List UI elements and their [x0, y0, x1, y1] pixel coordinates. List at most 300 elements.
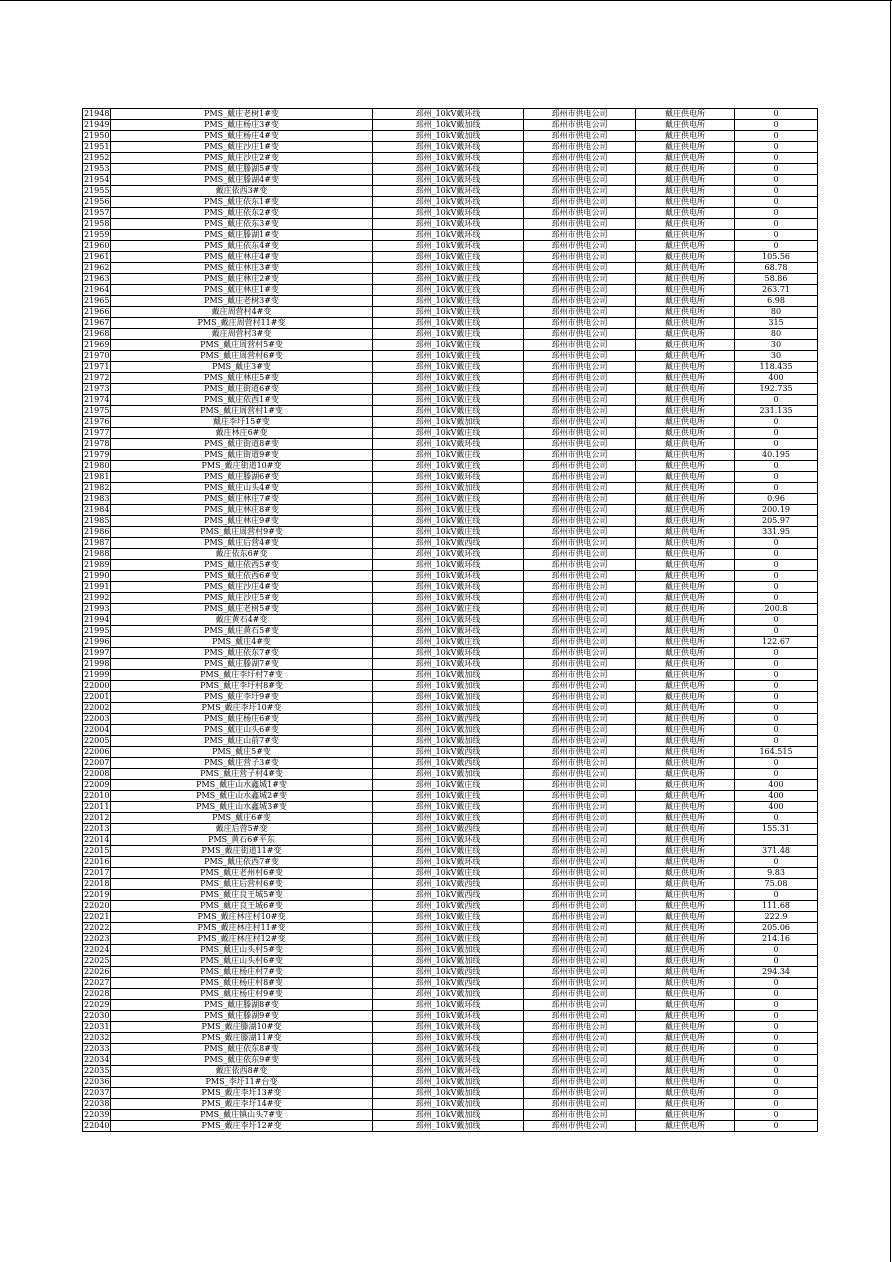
transformer-name-cell: PMS_戴庄李圩14#变 — [111, 1099, 373, 1110]
station-cell: 戴庄供电所 — [636, 692, 735, 703]
station-cell: 戴庄供电所 — [636, 835, 735, 846]
table-row — [83, 967, 818, 978]
load-value-cell: 40.195 — [735, 450, 818, 461]
row-id-cell: 22028 — [84, 989, 110, 998]
company-cell: 邳州市供电公司 — [524, 351, 636, 362]
table-row — [83, 725, 818, 736]
transformer-name-cell: PMS_戴庄林庄村10#变 — [111, 912, 373, 923]
transformer-name-cell: PMS_戴庄杨庄村8#变 — [111, 978, 373, 989]
load-value-cell: 0 — [735, 395, 818, 406]
table-row — [83, 890, 818, 901]
row-id-cell: 22014 — [84, 835, 110, 844]
station-cell: 戴庄供电所 — [636, 252, 735, 263]
row-id-cell: 21973 — [84, 384, 110, 393]
table-row — [83, 1088, 818, 1099]
company-cell: 邳州市供电公司 — [524, 714, 636, 725]
station-cell: 戴庄供电所 — [636, 285, 735, 296]
row-id-cell: 22016 — [84, 857, 110, 866]
load-value-cell: 400 — [735, 373, 818, 384]
row-id-cell: 22025 — [84, 956, 110, 965]
company-cell: 邳州市供电公司 — [524, 252, 636, 263]
load-value-cell: 0 — [735, 1110, 818, 1121]
transformer-name-cell: PMS_戴庄林庄4#变 — [111, 252, 373, 263]
feeder-line-cell: 邳州_10kV戴加线 — [373, 989, 524, 1000]
load-value-cell: 0 — [735, 978, 818, 989]
table-row — [83, 274, 818, 285]
station-cell: 戴庄供电所 — [636, 934, 735, 945]
transformer-name-cell: PMS_戴庄滕湖7#变 — [111, 659, 373, 670]
table-row — [83, 1110, 818, 1121]
load-value-cell: 30 — [735, 351, 818, 362]
table-row — [83, 648, 818, 659]
feeder-line-cell: 邳州_10kV戴庄线 — [373, 263, 524, 274]
table-row — [83, 637, 818, 648]
table-row — [83, 483, 818, 494]
company-cell: 邳州市供电公司 — [524, 1000, 636, 1011]
feeder-line-cell: 邳州_10kV戴环线 — [373, 857, 524, 868]
load-value-cell: 0 — [735, 1077, 818, 1088]
transformer-name-cell: PMS_戴庄依东1#变 — [111, 197, 373, 208]
transformer-name-cell: PMS_戴庄杨庄6#变 — [111, 714, 373, 725]
row-id-cell: 22005 — [84, 736, 110, 745]
feeder-line-cell: 邳州_10kV戴庄线 — [373, 329, 524, 340]
transformer-name-cell: PMS_戴庄李圩12#变 — [111, 1121, 373, 1132]
table-row — [83, 318, 818, 329]
load-value-cell: 30 — [735, 340, 818, 351]
company-cell: 邳州市供电公司 — [524, 439, 636, 450]
station-cell: 戴庄供电所 — [636, 109, 735, 120]
company-cell: 邳州市供电公司 — [524, 109, 636, 120]
table-row — [83, 230, 818, 241]
row-id-cell: 21948 — [84, 109, 110, 118]
feeder-line-cell: 邳州_10kV戴西线 — [373, 967, 524, 978]
table-row — [83, 912, 818, 923]
load-value-cell: 68.78 — [735, 263, 818, 274]
station-cell: 戴庄供电所 — [636, 593, 735, 604]
load-value-cell: 0 — [735, 164, 818, 175]
table-row — [83, 670, 818, 681]
transformer-name-cell: PMS_戴庄滕湖8#变 — [111, 1000, 373, 1011]
feeder-line-cell: 邳州_10kV戴环线 — [373, 230, 524, 241]
company-cell: 邳州市供电公司 — [524, 813, 636, 824]
station-cell: 戴庄供电所 — [636, 373, 735, 384]
transformer-name-cell: PMS_戴庄杨庄村7#变 — [111, 967, 373, 978]
load-value-cell: 315 — [735, 318, 818, 329]
transformer-name-cell: PMS_戴庄林庄7#变 — [111, 494, 373, 505]
table-row — [83, 714, 818, 725]
row-id-cell: 22008 — [84, 769, 110, 778]
station-cell: 戴庄供电所 — [636, 725, 735, 736]
load-value-cell: 0 — [735, 461, 818, 472]
station-cell: 戴庄供电所 — [636, 296, 735, 307]
station-cell: 戴庄供电所 — [636, 219, 735, 230]
transformer-name-cell: PMS_戴庄杨庄4#变 — [111, 131, 373, 142]
table-row — [83, 1044, 818, 1055]
feeder-line-cell: 邳州_10kV戴环线 — [373, 1033, 524, 1044]
company-cell: 邳州市供电公司 — [524, 164, 636, 175]
station-cell: 戴庄供电所 — [636, 736, 735, 747]
load-value-cell: 0 — [735, 670, 818, 681]
table-row — [83, 813, 818, 824]
company-cell: 邳州市供电公司 — [524, 175, 636, 186]
row-id-cell: 21993 — [84, 604, 110, 613]
load-value-cell: 192.735 — [735, 384, 818, 395]
table-row — [83, 450, 818, 461]
table-row — [83, 296, 818, 307]
company-cell: 邳州市供电公司 — [524, 373, 636, 384]
table-row — [83, 703, 818, 714]
company-cell: 邳州市供电公司 — [524, 989, 636, 1000]
feeder-line-cell: 邳州_10kV戴环线 — [373, 439, 524, 450]
row-id-cell: 22009 — [84, 780, 110, 789]
transformer-name-cell: PMS_戴庄李圩村7#变 — [111, 670, 373, 681]
transformer-name-cell: PMS_戴庄老树5#变 — [111, 604, 373, 615]
table-row — [83, 945, 818, 956]
row-id-cell: 22013 — [84, 824, 110, 833]
transformer-name-cell: PMS_戴庄沙庄2#变 — [111, 153, 373, 164]
transformer-name-cell: PMS_戴庄周营村11#变 — [111, 318, 373, 329]
row-id-cell: 21978 — [84, 439, 110, 448]
load-value-cell: 0 — [735, 857, 818, 868]
station-cell: 戴庄供电所 — [636, 582, 735, 593]
table-row — [83, 604, 818, 615]
feeder-line-cell: 邳州_10kV戴加线 — [373, 703, 524, 714]
row-id-cell: 22031 — [84, 1022, 110, 1031]
load-value-cell: 0 — [735, 153, 818, 164]
feeder-line-cell: 邳州_10kV戴庄线 — [373, 373, 524, 384]
company-cell: 邳州市供电公司 — [524, 406, 636, 417]
load-value-cell: 0 — [735, 1066, 818, 1077]
company-cell: 邳州市供电公司 — [524, 901, 636, 912]
row-id-cell: 22035 — [84, 1066, 110, 1075]
feeder-line-cell: 邳州_10kV戴庄线 — [373, 923, 524, 934]
feeder-line-cell: 邳州_10kV戴加线 — [373, 1121, 524, 1132]
station-cell: 戴庄供电所 — [636, 901, 735, 912]
row-id-cell: 21952 — [84, 153, 110, 162]
load-value-cell: 118.435 — [735, 362, 818, 373]
company-cell: 邳州市供电公司 — [524, 362, 636, 373]
station-cell: 戴庄供电所 — [636, 274, 735, 285]
feeder-line-cell: 邳州_10kV戴庄线 — [373, 296, 524, 307]
company-cell: 邳州市供电公司 — [524, 945, 636, 956]
table-row — [83, 1121, 818, 1132]
company-cell: 邳州市供电公司 — [524, 516, 636, 527]
table-row — [83, 175, 818, 186]
table-row — [83, 109, 818, 120]
company-cell: 邳州市供电公司 — [524, 879, 636, 890]
transformer-name-cell: PMS_戴庄后营村6#变 — [111, 879, 373, 890]
load-value-cell: 0 — [735, 1000, 818, 1011]
row-id-cell: 21966 — [84, 307, 110, 316]
feeder-line-cell: 邳州_10kV戴庄线 — [373, 461, 524, 472]
load-value-cell: 6.98 — [735, 296, 818, 307]
table-row — [83, 1033, 818, 1044]
row-id-cell: 22040 — [84, 1121, 110, 1130]
table-row — [83, 791, 818, 802]
row-id-cell: 21974 — [84, 395, 110, 404]
transformer-name-cell: PMS_戴庄街道9#变 — [111, 450, 373, 461]
feeder-line-cell: 邳州_10kV戴庄线 — [373, 318, 524, 329]
load-value-cell: 0 — [735, 703, 818, 714]
feeder-line-cell: 邳州_10kV戴环线 — [373, 219, 524, 230]
station-cell: 戴庄供电所 — [636, 1066, 735, 1077]
transformer-name-cell: PMS_戴庄依东2#变 — [111, 208, 373, 219]
feeder-line-cell: 邳州_10kV戴环线 — [373, 835, 524, 846]
row-id-cell: 21982 — [84, 483, 110, 492]
row-id-cell: 21979 — [84, 450, 110, 459]
transformer-name-cell: PMS_戴庄镇山头7#变 — [111, 1110, 373, 1121]
company-cell: 邳州市供电公司 — [524, 670, 636, 681]
company-cell: 邳州市供电公司 — [524, 1066, 636, 1077]
table-row — [83, 1066, 818, 1077]
load-value-cell: 0 — [735, 109, 818, 120]
table-row — [83, 934, 818, 945]
table-row — [83, 527, 818, 538]
row-id-cell: 22037 — [84, 1088, 110, 1097]
station-cell: 戴庄供电所 — [636, 186, 735, 197]
company-cell: 邳州市供电公司 — [524, 1077, 636, 1088]
company-cell: 邳州市供电公司 — [524, 637, 636, 648]
station-cell: 戴庄供电所 — [636, 516, 735, 527]
load-value-cell: 0 — [735, 571, 818, 582]
table-row — [83, 758, 818, 769]
company-cell: 邳州市供电公司 — [524, 648, 636, 659]
load-value-cell: 0 — [735, 142, 818, 153]
load-value-cell: 0 — [735, 945, 818, 956]
feeder-line-cell: 邳州_10kV戴加线 — [373, 692, 524, 703]
transformer-name-cell: 戴庄依西8#变 — [111, 1066, 373, 1077]
station-cell: 戴庄供电所 — [636, 1000, 735, 1011]
station-cell: 戴庄供电所 — [636, 868, 735, 879]
station-cell: 戴庄供电所 — [636, 912, 735, 923]
table-row — [83, 252, 818, 263]
table-row — [83, 549, 818, 560]
feeder-line-cell: 邳州_10kV戴加线 — [373, 1088, 524, 1099]
transformer-name-cell: PMS_戴庄依东4#变 — [111, 241, 373, 252]
transformer-name-cell: PMS_戴庄依东8#变 — [111, 1044, 373, 1055]
transformer-name-cell: PMS_戴庄杨庄村9#变 — [111, 989, 373, 1000]
company-cell: 邳州市供电公司 — [524, 835, 636, 846]
load-value-cell: 0 — [735, 626, 818, 637]
load-value-cell: 0 — [735, 428, 818, 439]
transformer-name-cell: PMS_戴庄林庄3#变 — [111, 263, 373, 274]
row-id-cell: 21959 — [84, 230, 110, 239]
station-cell: 戴庄供电所 — [636, 175, 735, 186]
transformer-name-cell: PMS_戴庄依西6#变 — [111, 571, 373, 582]
table-row — [83, 439, 818, 450]
load-value-cell: 75.08 — [735, 879, 818, 890]
station-cell: 戴庄供电所 — [636, 1044, 735, 1055]
load-value-cell: 0.96 — [735, 494, 818, 505]
load-value-cell: 0 — [735, 1022, 818, 1033]
transformer-name-cell: PMS_戴庄后营4#变 — [111, 538, 373, 549]
station-cell: 戴庄供电所 — [636, 549, 735, 560]
table-row — [83, 142, 818, 153]
feeder-line-cell: 邳州_10kV戴环线 — [373, 615, 524, 626]
company-cell: 邳州市供电公司 — [524, 560, 636, 571]
row-id-cell: 22017 — [84, 868, 110, 877]
feeder-line-cell: 邳州_10kV戴加线 — [373, 725, 524, 736]
feeder-line-cell: 邳州_10kV戴环线 — [373, 164, 524, 175]
feeder-line-cell: 邳州_10kV戴庄线 — [373, 285, 524, 296]
load-value-cell: 0 — [735, 890, 818, 901]
table-row — [83, 1022, 818, 1033]
table-row — [83, 186, 818, 197]
station-cell: 戴庄供电所 — [636, 362, 735, 373]
transformer-name-cell: PMS_戴庄山头村6#变 — [111, 956, 373, 967]
feeder-line-cell: 邳州_10kV戴加线 — [373, 120, 524, 131]
row-id-cell: 21949 — [84, 120, 110, 129]
row-id-cell: 21995 — [84, 626, 110, 635]
feeder-line-cell: 邳州_10kV戴西线 — [373, 978, 524, 989]
station-cell: 戴庄供电所 — [636, 670, 735, 681]
station-cell: 戴庄供电所 — [636, 1033, 735, 1044]
company-cell: 邳州市供电公司 — [524, 384, 636, 395]
station-cell: 戴庄供电所 — [636, 230, 735, 241]
row-id-cell: 22019 — [84, 890, 110, 899]
row-id-cell: 21969 — [84, 340, 110, 349]
table-body — [83, 109, 818, 1132]
station-cell: 戴庄供电所 — [636, 791, 735, 802]
load-value-cell: 0 — [735, 582, 818, 593]
feeder-line-cell: 邳州_10kV戴庄线 — [373, 494, 524, 505]
transformer-name-cell: 戴庄周营村3#变 — [111, 329, 373, 340]
load-value-cell: 0 — [735, 538, 818, 549]
station-cell: 戴庄供电所 — [636, 153, 735, 164]
transformer-name-cell: PMS_戴庄周营村9#变 — [111, 527, 373, 538]
load-value-cell: 80 — [735, 329, 818, 340]
load-value-cell: 164.515 — [735, 747, 818, 758]
load-value-cell: 0 — [735, 219, 818, 230]
feeder-line-cell: 邳州_10kV戴西线 — [373, 879, 524, 890]
station-cell: 戴庄供电所 — [636, 483, 735, 494]
row-id-cell: 22026 — [84, 967, 110, 976]
row-id-cell: 22020 — [84, 901, 110, 910]
feeder-line-cell: 邳州_10kV戴庄线 — [373, 450, 524, 461]
station-cell: 戴庄供电所 — [636, 384, 735, 395]
feeder-line-cell: 邳州_10kV戴环线 — [373, 1000, 524, 1011]
load-value-cell: 294.34 — [735, 967, 818, 978]
row-id-cell: 21951 — [84, 142, 110, 151]
feeder-line-cell: 邳州_10kV戴环线 — [373, 1011, 524, 1022]
transformer-name-cell: PMS_戴庄街道8#变 — [111, 439, 373, 450]
load-value-cell: 331.95 — [735, 527, 818, 538]
feeder-line-cell: 邳州_10kV戴加线 — [373, 1077, 524, 1088]
station-cell: 戴庄供电所 — [636, 648, 735, 659]
company-cell: 邳州市供电公司 — [524, 120, 636, 131]
page-top-border — [0, 0, 892, 1]
company-cell: 邳州市供电公司 — [524, 890, 636, 901]
company-cell: 邳州市供电公司 — [524, 571, 636, 582]
row-id-cell: 21975 — [84, 406, 110, 415]
company-cell: 邳州市供电公司 — [524, 538, 636, 549]
company-cell: 邳州市供电公司 — [524, 219, 636, 230]
station-cell: 戴庄供电所 — [636, 780, 735, 791]
row-id-cell: 21987 — [84, 538, 110, 547]
row-id-cell: 21984 — [84, 505, 110, 514]
row-id-cell: 21970 — [84, 351, 110, 360]
station-cell: 戴庄供电所 — [636, 703, 735, 714]
transformer-name-cell: PMS_戴庄营子3#变 — [111, 758, 373, 769]
row-id-cell: 21980 — [84, 461, 110, 470]
row-id-cell: 21996 — [84, 637, 110, 646]
company-cell: 邳州市供电公司 — [524, 758, 636, 769]
company-cell: 邳州市供电公司 — [524, 868, 636, 879]
row-id-cell: 22010 — [84, 791, 110, 800]
row-id-cell: 21988 — [84, 549, 110, 558]
transformer-name-cell: 戴庄李圩15#变 — [111, 417, 373, 428]
transformer-name-cell: PMS_戴庄山头村5#变 — [111, 945, 373, 956]
row-id-cell: 22024 — [84, 945, 110, 954]
load-value-cell: 0 — [735, 131, 818, 142]
transformer-name-cell: PMS_戴庄李圩13#变 — [111, 1088, 373, 1099]
load-value-cell: 0 — [735, 549, 818, 560]
station-cell: 戴庄供电所 — [636, 1011, 735, 1022]
row-id-cell: 22033 — [84, 1044, 110, 1053]
row-id-cell: 21972 — [84, 373, 110, 382]
load-value-cell: 0 — [735, 1088, 818, 1099]
station-cell: 戴庄供电所 — [636, 450, 735, 461]
station-cell: 戴庄供电所 — [636, 340, 735, 351]
transformer-name-cell: PMS_戴庄5#变 — [111, 747, 373, 758]
station-cell: 戴庄供电所 — [636, 395, 735, 406]
load-value-cell: 0 — [735, 241, 818, 252]
table-row — [83, 362, 818, 373]
transformer-name-cell: PMS_戴庄李圩9#变 — [111, 692, 373, 703]
station-cell: 戴庄供电所 — [636, 241, 735, 252]
station-cell: 戴庄供电所 — [636, 417, 735, 428]
company-cell: 邳州市供电公司 — [524, 1011, 636, 1022]
load-value-cell — [735, 835, 818, 846]
row-id-cell: 22023 — [84, 934, 110, 943]
feeder-line-cell: 邳州_10kV戴庄线 — [373, 406, 524, 417]
company-cell: 邳州市供电公司 — [524, 923, 636, 934]
feeder-line-cell: 邳州_10kV戴庄线 — [373, 307, 524, 318]
feeder-line-cell: 邳州_10kV戴庄线 — [373, 868, 524, 879]
company-cell: 邳州市供电公司 — [524, 142, 636, 153]
company-cell: 邳州市供电公司 — [524, 703, 636, 714]
station-cell: 戴庄供电所 — [636, 1099, 735, 1110]
row-id-cell: 22012 — [84, 813, 110, 822]
transformer-name-cell: PMS_戴庄沙庄5#变 — [111, 593, 373, 604]
load-value-cell: 0 — [735, 692, 818, 703]
load-value-cell: 400 — [735, 802, 818, 813]
company-cell: 邳州市供电公司 — [524, 318, 636, 329]
company-cell: 邳州市供电公司 — [524, 1110, 636, 1121]
company-cell: 邳州市供电公司 — [524, 747, 636, 758]
row-id-cell: 21953 — [84, 164, 110, 173]
load-value-cell: 0 — [735, 736, 818, 747]
row-id-cell: 21958 — [84, 219, 110, 228]
feeder-line-cell: 邳州_10kV戴环线 — [373, 142, 524, 153]
table-row — [83, 824, 818, 835]
table-row — [83, 351, 818, 362]
feeder-line-cell: 邳州_10kV戴庄线 — [373, 637, 524, 648]
row-id-cell: 21961 — [84, 252, 110, 261]
station-cell: 戴庄供电所 — [636, 461, 735, 472]
transformer-name-cell: PMS_戴庄老树1#变 — [111, 109, 373, 120]
company-cell: 邳州市供电公司 — [524, 208, 636, 219]
feeder-line-cell: 邳州_10kV戴西线 — [373, 824, 524, 835]
company-cell: 邳州市供电公司 — [524, 780, 636, 791]
transformer-name-cell: PMS_戴庄周营村5#变 — [111, 340, 373, 351]
company-cell: 邳州市供电公司 — [524, 659, 636, 670]
feeder-line-cell: 邳州_10kV戴环线 — [373, 472, 524, 483]
row-id-cell: 21955 — [84, 186, 110, 195]
transformer-name-cell: PMS_戴庄沙庄4#变 — [111, 582, 373, 593]
station-cell: 戴庄供电所 — [636, 615, 735, 626]
row-id-cell: 22032 — [84, 1033, 110, 1042]
